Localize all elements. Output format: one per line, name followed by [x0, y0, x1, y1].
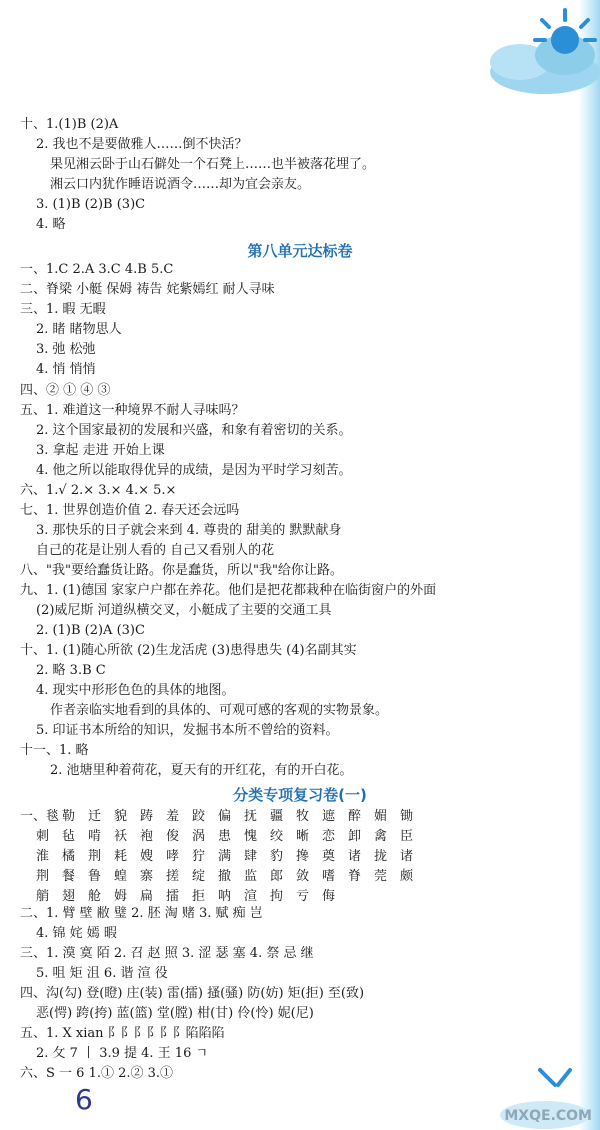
- char: 踌: [140, 809, 154, 824]
- char: 迁: [88, 809, 102, 824]
- char: 牧: [296, 809, 310, 824]
- char: 卸: [348, 829, 362, 844]
- char: 搀: [296, 849, 310, 864]
- answer-line: 3. 拿起 走进 开始上课: [36, 443, 165, 458]
- char: 肆: [244, 849, 258, 864]
- char: 监: [244, 869, 258, 884]
- char: 拘: [270, 889, 284, 904]
- char: 舱: [88, 889, 102, 904]
- char: 禽: [374, 829, 388, 844]
- watermark: MXQE.COM: [504, 1108, 592, 1124]
- answer-line: 2. 攵 7 丨 3.9 提 4. 王 16 ㄱ: [36, 1046, 209, 1061]
- char: 俊: [166, 829, 180, 844]
- char: 郎: [270, 869, 284, 884]
- char: 耗: [114, 849, 128, 864]
- char: 涡: [192, 829, 206, 844]
- answer-line: 果见湘云卧于山石僻处一个石凳上……也半被落花埋了。: [50, 157, 376, 172]
- char: 颇: [400, 869, 414, 884]
- answer-line: 3. 那快乐的日子就会来到 4. 尊贵的 甜美的 默默献身: [36, 523, 342, 538]
- char: 擂: [166, 889, 180, 904]
- char: 毡: [62, 829, 76, 844]
- char: 患: [218, 829, 232, 844]
- char: 遮: [322, 809, 336, 824]
- char: 啃: [88, 829, 102, 844]
- char: 一、毯: [20, 809, 60, 824]
- char: 橘: [62, 849, 76, 864]
- char: 奠: [322, 849, 336, 864]
- answer-line: 自己的花是让别人看的 自己又看别人的花: [36, 543, 275, 558]
- char: 诸: [348, 849, 362, 864]
- char: 勒: [62, 809, 76, 824]
- char: 偏: [218, 809, 232, 824]
- answer-line: 5. 咀 矩 沮 6. 谐 渲 役: [36, 966, 168, 981]
- char: 莞: [374, 869, 388, 884]
- char: 满: [218, 849, 232, 864]
- char: 绽: [192, 869, 206, 884]
- answer-line: 一、1.C 2.A 3.C 4.B 5.C: [20, 262, 174, 277]
- char: 嫂: [140, 849, 154, 864]
- char: 荆: [36, 869, 50, 884]
- char: 翅: [62, 889, 76, 904]
- char: 扁: [140, 889, 154, 904]
- answer-line: 十、1.(1)B (2)A: [20, 117, 119, 132]
- char: 敛: [296, 869, 310, 884]
- answer-line: 二、脊梁 小艇 保姆 祷告 姹紫嫣红 耐人寻味: [20, 282, 275, 297]
- char: 呐: [218, 889, 232, 904]
- char: 狞: [192, 849, 206, 864]
- page-number: 6: [75, 1083, 93, 1116]
- answer-line: 六、S 一 6 1.① 2.② 3.①: [20, 1066, 174, 1081]
- answer-line: 4. 他之所以能取得优异的成绩，是因为平时学习刻苦。: [36, 463, 352, 478]
- char: 淮: [36, 849, 50, 864]
- char: 餐: [62, 869, 76, 884]
- answer-line: 六、1.√ 2.× 3.× 4.× 5.×: [20, 483, 177, 498]
- char: 醉: [348, 809, 362, 824]
- answer-line: 2. (1)B (2)A (3)C: [36, 623, 145, 638]
- char: 亏: [296, 889, 310, 904]
- answer-line: 2. 这个国家最初的发展和兴盛，和象有着密切的关系。: [36, 423, 352, 438]
- answer-line: 四、② ① ④ ③: [20, 383, 111, 398]
- answer-line: 二、1. 臂 壁 敝 璧 2. 胚 淘 赌 3. 赋 痴 岂: [20, 906, 263, 921]
- char: 诸: [400, 849, 414, 864]
- char: 袄: [114, 829, 128, 844]
- char: 刺: [36, 829, 50, 844]
- char: 锄: [400, 809, 414, 824]
- page-edge-tint: [578, 0, 600, 1130]
- answer-line: 2. 池塘里种着荷花，夏天有的开红花，有的开白花。: [50, 763, 353, 778]
- char: 荆: [88, 849, 102, 864]
- char: 鲁: [88, 869, 102, 884]
- char: 蝗: [114, 869, 128, 884]
- answer-line: 4. 略: [36, 217, 66, 232]
- answer-line: (2)威尼斯 河道纵横交叉，小艇成了主要的交通工具: [36, 603, 332, 618]
- cloud-sun-decoration: [450, 0, 600, 100]
- char: 媚: [374, 809, 388, 824]
- char: 姆: [114, 889, 128, 904]
- answer-line: 4. 锦 姹 嫣 暇: [36, 926, 117, 941]
- answer-line: 4. 悄 悄悄: [36, 362, 96, 377]
- char: 拢: [374, 849, 388, 864]
- answer-line: 5. 印证书本所给的知识，发掘书本所不曾给的资料。: [36, 723, 339, 738]
- answer-line: 十一、1. 略: [20, 743, 89, 758]
- answer-line: 恶(愕) 跨(挎) 蓝(篮) 堂(膛) 柑(甘) 伶(怜) 妮(尼): [36, 1006, 314, 1021]
- char: 寨: [140, 869, 154, 884]
- answer-line: 七、1. 世界创造价值 2. 春天还会远吗: [20, 503, 240, 518]
- char-grid-row: [36, 845, 426, 864]
- char: 搓: [166, 869, 180, 884]
- char-grid-row: [36, 885, 348, 904]
- answer-line: 湘云口内犹作睡语说酒令……却为宜会亲友。: [50, 177, 311, 192]
- answer-line: 十、1. (1)随心所欲 (2)生龙活虎 (3)患得患失 (4)名副其实: [20, 643, 357, 658]
- char: 晰: [296, 829, 310, 844]
- char-grid-row: [36, 865, 426, 884]
- answer-line: 2. 睹 睹物思人: [36, 322, 122, 337]
- char: 拒: [192, 889, 206, 904]
- answer-line: 四、沟(勾) 登(瞪) 庄(装) 雷(擂) 搔(骚) 防(妨) 矩(拒) 至(致): [20, 986, 365, 1001]
- answer-line: 3. (1)B (2)B (3)C: [36, 197, 146, 212]
- char: 跤: [192, 809, 206, 824]
- section-title-unit8: 第八单元达标卷: [247, 242, 353, 260]
- char: 嗜: [322, 869, 336, 884]
- section-title-review: 分类专项复习卷(一): [233, 786, 367, 804]
- char: 哮: [166, 849, 180, 864]
- answer-line: 2. 我也不是要做雅人……倒不快活？: [36, 137, 248, 152]
- char-grid-row: [20, 805, 426, 824]
- char-grid-row: [36, 825, 426, 844]
- answer-line: 作者亲临实地看到的具体的、可观可感的客观的实物景象。: [50, 703, 389, 718]
- char: 愧: [244, 829, 258, 844]
- answer-line: 2. 略 3.B C: [36, 663, 106, 678]
- answer-line: 三、1. 漠 寞 陌 2. 召 赵 照 3. 涩 瑟 塞 4. 祭 忌 继: [20, 946, 314, 961]
- char: 羞: [166, 809, 180, 824]
- answer-line: 4. 现实中形形色色的具体的地图。: [36, 683, 235, 698]
- char: 抚: [244, 809, 258, 824]
- char: 疆: [270, 809, 284, 824]
- answer-line: 3. 弛 松弛: [36, 342, 96, 357]
- char: 艄: [36, 889, 50, 904]
- answer-line: 五、1. 难道这一种境界不耐人寻味吗？: [20, 403, 245, 418]
- char: 绞: [270, 829, 284, 844]
- char: 貌: [114, 809, 128, 824]
- char: 恋: [322, 829, 336, 844]
- char: 袍: [140, 829, 154, 844]
- answer-line: 九、1. (1)德国 家家户户都在养花。他们是把花都栽种在临街窗户的外面: [20, 583, 437, 598]
- char: 脊: [348, 869, 362, 884]
- char: 豹: [270, 849, 284, 864]
- answer-line: 三、1. 暇 无暇: [20, 302, 106, 317]
- char: 渲: [244, 889, 258, 904]
- answer-line: 五、1. X xian 阝阝阝阝阝阝陷陷陷: [20, 1026, 225, 1041]
- char: 撤: [218, 869, 232, 884]
- char: 臣: [400, 829, 414, 844]
- char: 侮: [322, 889, 336, 904]
- answer-line: 八、"我"要给蠢货让路。你是蠢货，所以"我"给你让路。: [20, 563, 343, 578]
